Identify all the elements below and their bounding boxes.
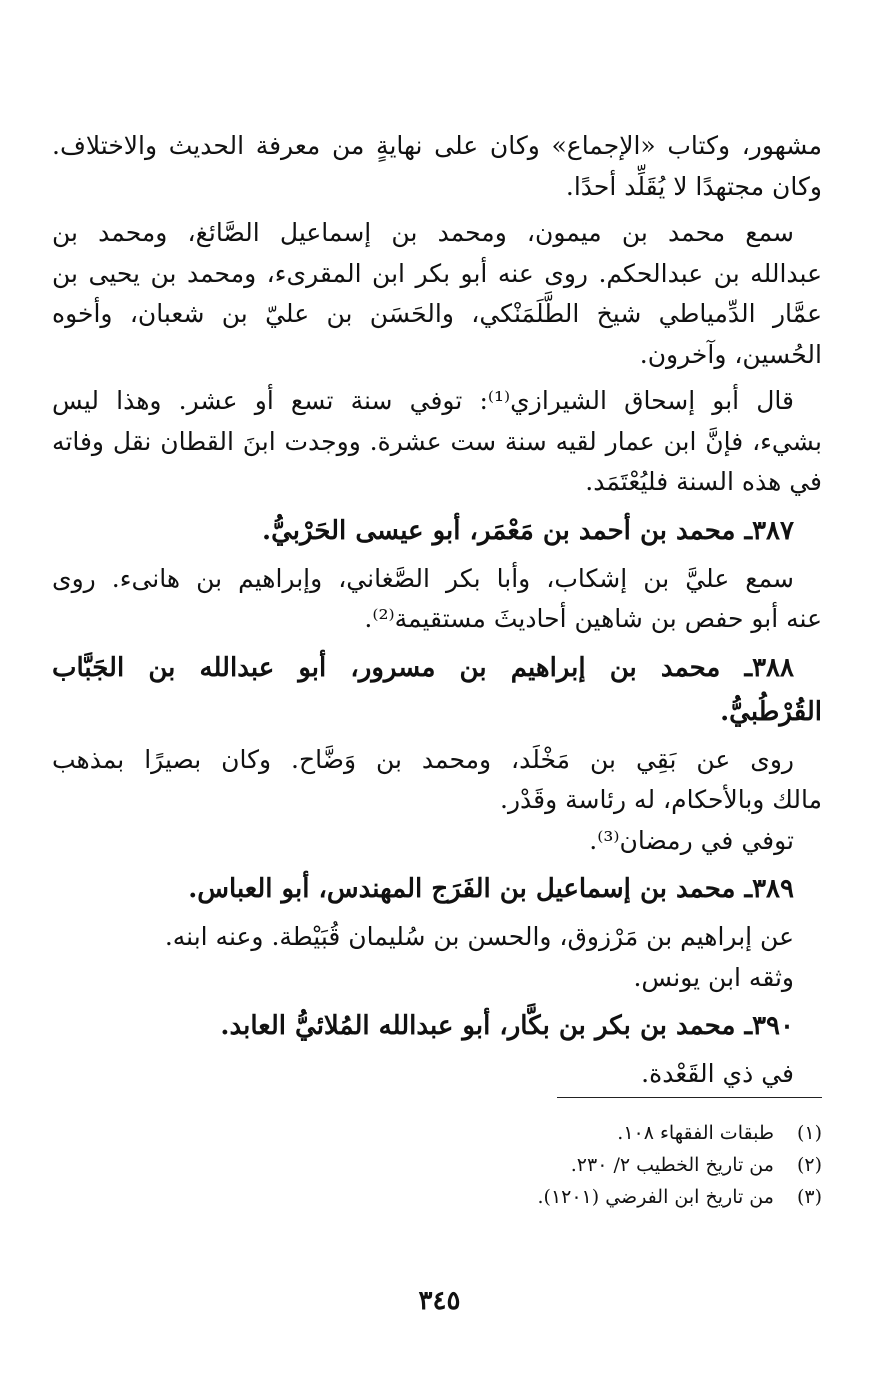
footnote-3 (322, 1181, 822, 1213)
entry-body-387 (52, 559, 822, 640)
entry-heading-387 (52, 509, 822, 553)
text-line: في ذي القَعْدة. (641, 1059, 794, 1088)
footnote-number: (١) (796, 1122, 822, 1144)
text-line: عنه أبو حفص بن شاهين أحاديثَ مستقيمة⁽²⁾. (364, 604, 822, 633)
text-line: عبدالله بن عبدالحكم. روى عنه أبو بكر ابن المقرىء، ومحمد بن يحيى بن (52, 258, 822, 288)
text-line: سمع محمد بن ميمون، ومحمد بن إسماعيل الصَّائغ، ومحمد بن (52, 218, 794, 247)
footnote-text: من تاريخ ابن الفرضي (١٢٠١). (537, 1186, 774, 1208)
entry-heading-388 (52, 646, 822, 734)
text-line: بشيء، فإنَّ ابن عمار لقيه سنة ست عشرة. ووجدت ابنَ القطان نقل وفاته (52, 426, 822, 456)
footnote-divider (557, 1097, 822, 1098)
entry-body-388 (52, 740, 822, 862)
text-line: روى عن بَقِي بن مَخْلَد، ومحمد بن وَضَّاح. وكان بصيرًا بمذهب (52, 744, 794, 774)
footnote-text: من تاريخ الخطيب ٢/ ٢٣٠. (570, 1154, 774, 1176)
heading-line: ٣٨٧ـ محمد بن أحمد بن مَعْمَر، أبو عيسى الحَرْبيُّ. (262, 515, 794, 546)
text-line: الحُسين، وآخرون. (639, 339, 822, 369)
text-line: في هذه السنة فليُعْتَمَد. (585, 467, 822, 496)
text-line: وثقه ابن يونس. (633, 962, 794, 992)
heading-line: القُرْطُبيُّ. (720, 696, 822, 727)
footnote-text: طبقات الفقهاء ١٠٨. (617, 1122, 774, 1144)
footnote-number: (٢) (796, 1154, 822, 1176)
entry-body-390 (52, 1054, 822, 1095)
heading-line: ٣٩٠ـ محمد بن بكر بن بكَّار، أبو عبدالله المُلائيُّ العابد. (220, 1011, 794, 1041)
entry-body-389 (52, 917, 822, 998)
paragraph-death (52, 381, 822, 503)
text-line: سمع عليَّ بن إشكاب، وأبا بكر الصَّغاني، وإبراهيم بن هانىء. روى (52, 563, 794, 593)
entry-heading-389 (52, 867, 822, 911)
heading-line: ٣٨٩ـ محمد بن إسماعيل بن الفَرَج المهندس، أبو العباس. (188, 874, 794, 904)
heading-line: ٣٨٨ـ محمد بن إبراهيم بن مسرور، أبو عبدالله بن الجَبَّاب (52, 652, 794, 683)
text-line: قال أبو إسحاق الشيرازي⁽¹⁾: توفي سنة تسع أو عشر. وهذا ليس (52, 386, 794, 415)
text-line: عن إبراهيم بن مَرْزوق، والحسن بن سُليمان قُبَيْطة. وعنه ابنه. (164, 922, 794, 951)
footnote-number: (٣) (796, 1186, 822, 1208)
text-line: مالك وبالأحكام، له رئاسة وقَدْر. (500, 785, 822, 814)
paragraph-teachers (52, 213, 822, 375)
text-line: وكان مجتهدًا لا يُقَلِّد أحدًا. (565, 171, 822, 201)
entry-heading-390 (52, 1004, 822, 1048)
footnote-2 (322, 1149, 822, 1181)
main-text (52, 126, 822, 1101)
footnotes (322, 1117, 822, 1213)
page-number: ٣٤٥ (418, 1286, 461, 1316)
footnote-1 (322, 1117, 822, 1149)
text-line: توفي في رمضان⁽³⁾. (589, 825, 794, 855)
paragraph-intro (52, 126, 822, 207)
text-line: عمَّار الدِّمياطي شيخ الطَّلَمَنْكي، والحَسَن بن عليّ بن شعبان، وأخوه (52, 299, 822, 328)
text-line: مشهور، وكتاب «الإجماع» وكان على نهايةٍ من معرفة الحديث والاختلاف. (52, 131, 822, 160)
